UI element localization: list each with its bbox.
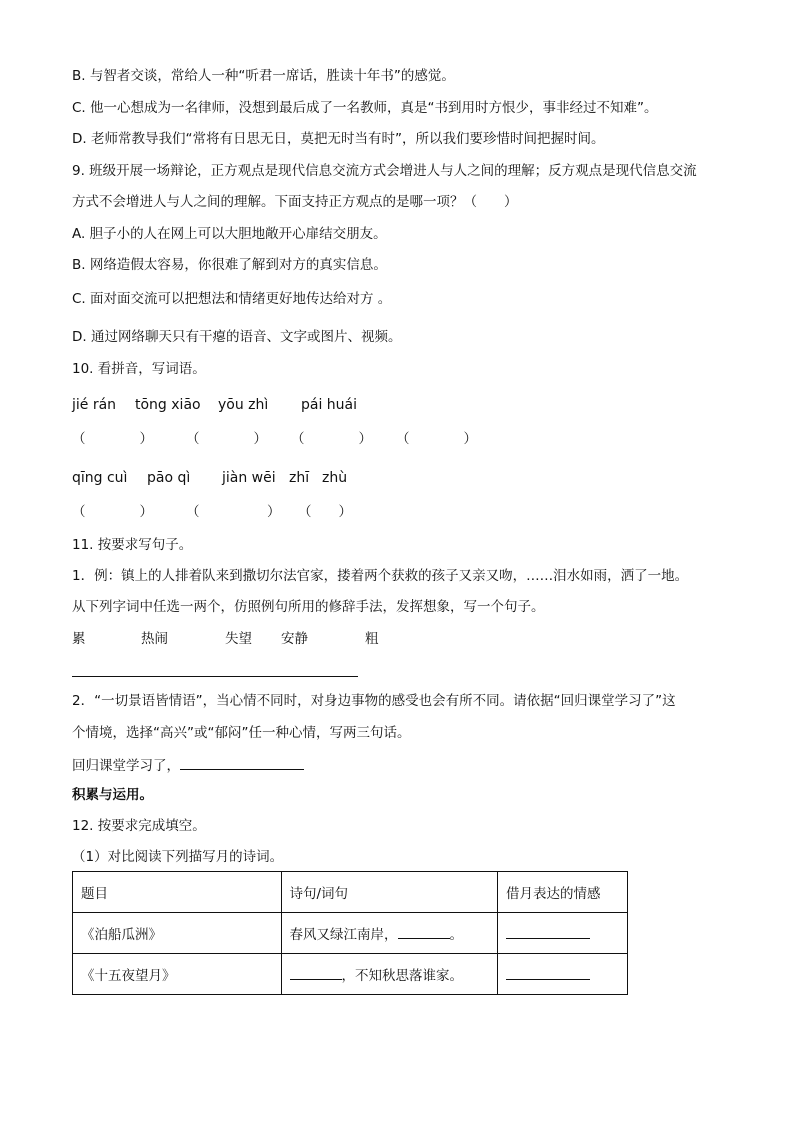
answer-blank[interactable]: （ ） — [396, 431, 477, 447]
answer-line[interactable] — [180, 755, 304, 770]
word-choice: 热闹 — [141, 631, 168, 647]
answer-line[interactable] — [290, 965, 342, 980]
q12-sub1: （1）对比阅读下列描写月的诗词。 — [72, 849, 284, 865]
pinyin-pai-huai: pái huái — [301, 397, 358, 413]
q12-stem: 12. 按要求完成填空。 — [72, 818, 206, 834]
pinyin-pao-qi: pāo qì — [147, 470, 191, 486]
word-choice: 粗 — [365, 631, 379, 647]
q9-option-c: C. 面对面交流可以把想法和情绪更好地传达给对方 。 — [72, 291, 392, 307]
table-header: 借月表达的情感 — [498, 872, 628, 913]
pinyin-you-zhi: yōu zhì — [218, 397, 269, 413]
q8-option-d: D. 老师常教导我们“常将有日思无日，莫把无时当有时”，所以我们要珍惜时间把握时间。 — [72, 131, 605, 147]
section-title: 积累与运用。 — [72, 787, 153, 803]
q9-stem-line2: 方式不会增进人与人之间的理解。下面支持正方观点的是哪一项？（ ） — [72, 194, 518, 210]
answer-line[interactable] — [398, 924, 450, 939]
q11-item1-line2: 从下列字词中任选一两个，仿照例句所用的修辞手法，发挥想象，写一个句子。 — [72, 599, 545, 615]
verse-text: 。 — [449, 927, 463, 943]
table-header: 诗句/词句 — [281, 872, 498, 913]
pinyin-zhi: zhī — [289, 470, 310, 486]
answer-blank[interactable]: （ ） — [72, 431, 153, 447]
answer-blank[interactable]: （ ） — [291, 431, 372, 447]
emotion-cell — [498, 913, 628, 954]
answer-line[interactable] — [506, 924, 590, 939]
q11-item2-line2: 个情境，选择“高兴”或“郁闷”任一种心情，写两三句话。 — [72, 725, 411, 741]
q9-option-d: D. 通过网络聊天只有干瘪的语音、文字或图片、视频。 — [72, 329, 402, 345]
answer-blank[interactable]: （ ） — [72, 504, 153, 520]
q9-option-b: B. 网络造假太容易，你很难了解到对方的真实信息。 — [72, 257, 387, 273]
answer-blank[interactable]: （ ） — [186, 431, 267, 447]
word-choice: 失望 — [225, 631, 252, 647]
q11-item2-line1: 2．“一切景语皆情语”，当心情不同时，对身边事物的感受也会有所不同。请依据“回归课堂学习了”这 — [72, 693, 676, 709]
verse-text: ，不知秋思落谁家。 — [341, 968, 463, 984]
poem-title: 《十五夜望月》 — [73, 954, 282, 995]
q9-stem-line1: 9. 班级开展一场辩论，正方观点是现代信息交流方式会增进人与人之间的理解；反方观点是现代信息交流 — [72, 163, 697, 179]
q11-item2-prompt: 回归课堂学习了， — [72, 758, 180, 774]
verse-cell — [281, 954, 498, 995]
q11-stem: 11. 按要求写句子。 — [72, 537, 193, 553]
table-row — [73, 913, 628, 954]
pinyin-jian-wei: jiàn wēi — [222, 470, 276, 486]
pinyin-zhu: zhù — [322, 470, 348, 486]
q11-item2-prompt-row — [72, 755, 304, 775]
word-choice: 累 — [72, 631, 86, 647]
q9-option-a: A. 胆子小的人在网上可以大胆地敞开心扉结交朋友。 — [72, 226, 387, 242]
emotion-cell — [498, 954, 628, 995]
verse-text: 春风又绿江南岸， — [289, 927, 398, 943]
answer-blank[interactable]: （ ） — [186, 504, 281, 520]
verse-cell — [281, 913, 498, 954]
q8-option-b: B. 与智者交谈，常给人一种“听君一席话，胜读十年书”的感觉。 — [72, 68, 455, 84]
answer-line[interactable] — [72, 676, 358, 677]
word-choice: 安静 — [281, 631, 308, 647]
pinyin-qing-cui: qīng cuì — [72, 470, 128, 486]
q8-option-c: C. 他一心想成为一名律师，没想到最后成了一名教师，真是“书到用时方恨少，事非经过不知难”。 — [72, 100, 658, 116]
table-header-row — [73, 872, 628, 913]
answer-blank[interactable]: （ ） — [298, 504, 352, 520]
q11-item1-line1: 1．例：镇上的人排着队来到撒切尔法官家，搂着两个获救的孩子又亲又吻，……泪水如雨，洒了一地。 — [72, 568, 689, 584]
poem-table — [72, 871, 628, 995]
pinyin-tong-xiao: tōng xiāo — [135, 397, 201, 413]
table-row — [73, 954, 628, 995]
poem-title: 《泊船瓜洲》 — [73, 913, 282, 954]
answer-line[interactable] — [506, 965, 590, 980]
pinyin-jie-ran: jié rán — [72, 397, 117, 413]
table-header: 题目 — [73, 872, 282, 913]
q10-stem: 10. 看拼音，写词语。 — [72, 361, 206, 377]
